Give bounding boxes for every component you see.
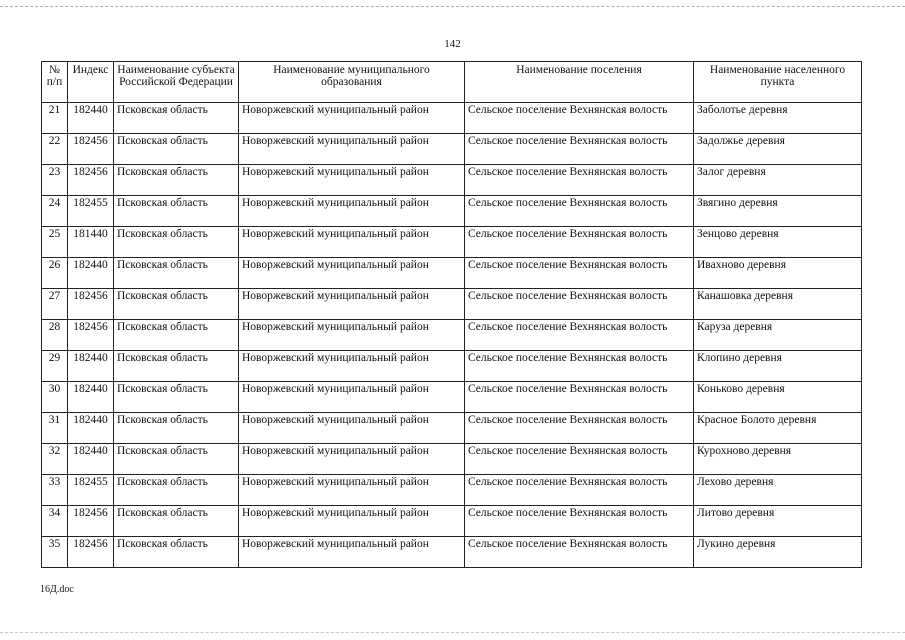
header-settlement: Наименование поселения	[465, 62, 694, 103]
header-locality: Наименование населенного пункта	[694, 62, 862, 103]
cell-settlement: Сельское поселение Вехнянская волость	[465, 134, 694, 165]
cell-settlement: Сельское поселение Вехнянская волость	[465, 320, 694, 351]
cell-locality: Канашовка деревня	[694, 289, 862, 320]
cell-num: 35	[42, 537, 68, 568]
cell-municipality: Новоржевский муниципальный район	[239, 227, 465, 258]
cell-municipality: Новоржевский муниципальный район	[239, 444, 465, 475]
cell-subject: Псковская область	[114, 134, 239, 165]
cell-num: 31	[42, 413, 68, 444]
cell-num: 23	[42, 165, 68, 196]
table-row	[42, 165, 862, 196]
cell-subject: Псковская область	[114, 227, 239, 258]
cell-subject: Псковская область	[114, 475, 239, 506]
cell-num: 29	[42, 351, 68, 382]
footer-file-name: 16Д.doc	[40, 584, 74, 595]
cell-municipality: Новоржевский муниципальный район	[239, 289, 465, 320]
cell-subject: Псковская область	[114, 289, 239, 320]
cell-locality: Звягино деревня	[694, 196, 862, 227]
cell-locality: Клопино деревня	[694, 351, 862, 382]
cell-municipality: Новоржевский муниципальный район	[239, 382, 465, 413]
cell-locality: Курохново деревня	[694, 444, 862, 475]
cell-index: 182455	[68, 196, 114, 227]
cell-settlement: Сельское поселение Вехнянская волость	[465, 413, 694, 444]
scan-artifact-top	[0, 6, 905, 7]
cell-num: 30	[42, 382, 68, 413]
cell-locality: Залог деревня	[694, 165, 862, 196]
cell-settlement: Сельское поселение Вехнянская волость	[465, 444, 694, 475]
cell-index: 182440	[68, 444, 114, 475]
cell-index: 182456	[68, 506, 114, 537]
table-row	[42, 227, 862, 258]
table-row	[42, 320, 862, 351]
cell-settlement: Сельское поселение Вехнянская волость	[465, 196, 694, 227]
header-municipality: Наименование муниципального образования	[239, 62, 465, 103]
cell-index: 182456	[68, 537, 114, 568]
cell-index: 182456	[68, 134, 114, 165]
table-row	[42, 506, 862, 537]
scan-artifact-bottom	[0, 632, 905, 633]
cell-num: 33	[42, 475, 68, 506]
cell-settlement: Сельское поселение Вехнянская волость	[465, 289, 694, 320]
cell-settlement: Сельское поселение Вехнянская волость	[465, 475, 694, 506]
table-header-row	[42, 62, 862, 103]
cell-locality: Заболотье деревня	[694, 103, 862, 134]
table-row	[42, 103, 862, 134]
cell-subject: Псковская область	[114, 165, 239, 196]
cell-locality: Лукино деревня	[694, 537, 862, 568]
cell-subject: Псковская область	[114, 258, 239, 289]
cell-subject: Псковская область	[114, 351, 239, 382]
cell-index: 182440	[68, 382, 114, 413]
table-row	[42, 444, 862, 475]
cell-municipality: Новоржевский муниципальный район	[239, 134, 465, 165]
table-row	[42, 382, 862, 413]
table-row	[42, 413, 862, 444]
cell-settlement: Сельское поселение Вехнянская волость	[465, 227, 694, 258]
table-row	[42, 258, 862, 289]
cell-num: 21	[42, 103, 68, 134]
table-row	[42, 289, 862, 320]
cell-num: 28	[42, 320, 68, 351]
cell-subject: Псковская область	[114, 444, 239, 475]
cell-locality: Красное Болото деревня	[694, 413, 862, 444]
table-row	[42, 196, 862, 227]
cell-municipality: Новоржевский муниципальный район	[239, 196, 465, 227]
cell-index: 182440	[68, 351, 114, 382]
cell-locality: Ивахново деревня	[694, 258, 862, 289]
cell-index: 181440	[68, 227, 114, 258]
cell-index: 182440	[68, 258, 114, 289]
cell-index: 182455	[68, 475, 114, 506]
cell-locality: Лехово деревня	[694, 475, 862, 506]
cell-municipality: Новоржевский муниципальный район	[239, 413, 465, 444]
cell-num: 25	[42, 227, 68, 258]
cell-settlement: Сельское поселение Вехнянская волость	[465, 165, 694, 196]
cell-index: 182440	[68, 103, 114, 134]
cell-municipality: Новоржевский муниципальный район	[239, 165, 465, 196]
cell-locality: Зенцово деревня	[694, 227, 862, 258]
cell-settlement: Сельское поселение Вехнянская волость	[465, 351, 694, 382]
cell-municipality: Новоржевский муниципальный район	[239, 537, 465, 568]
cell-subject: Псковская область	[114, 413, 239, 444]
cell-municipality: Новоржевский муниципальный район	[239, 351, 465, 382]
cell-index: 182456	[68, 165, 114, 196]
cell-settlement: Сельское поселение Вехнянская волость	[465, 506, 694, 537]
cell-settlement: Сельское поселение Вехнянская волость	[465, 258, 694, 289]
cell-num: 34	[42, 506, 68, 537]
cell-num: 32	[42, 444, 68, 475]
cell-subject: Псковская область	[114, 506, 239, 537]
cell-num: 26	[42, 258, 68, 289]
table-row	[42, 537, 862, 568]
header-subject: Наименование субъекта Российской Федерации	[114, 62, 239, 103]
cell-locality: Коньково деревня	[694, 382, 862, 413]
cell-num: 24	[42, 196, 68, 227]
cell-locality: Каруза деревня	[694, 320, 862, 351]
cell-municipality: Новоржевский муниципальный район	[239, 320, 465, 351]
cell-subject: Псковская область	[114, 320, 239, 351]
table-row	[42, 475, 862, 506]
cell-subject: Псковская область	[114, 196, 239, 227]
header-index: Индекс	[68, 62, 114, 103]
header-num: № п/п	[42, 62, 68, 103]
cell-subject: Псковская область	[114, 537, 239, 568]
cell-subject: Псковская область	[114, 382, 239, 413]
cell-municipality: Новоржевский муниципальный район	[239, 103, 465, 134]
cell-subject: Псковская область	[114, 103, 239, 134]
cell-index: 182456	[68, 289, 114, 320]
cell-municipality: Новоржевский муниципальный район	[239, 475, 465, 506]
cell-settlement: Сельское поселение Вехнянская волость	[465, 382, 694, 413]
cell-num: 27	[42, 289, 68, 320]
table-row	[42, 134, 862, 165]
cell-settlement: Сельское поселение Вехнянская волость	[465, 103, 694, 134]
cell-municipality: Новоржевский муниципальный район	[239, 258, 465, 289]
cell-index: 182440	[68, 413, 114, 444]
cell-municipality: Новоржевский муниципальный район	[239, 506, 465, 537]
table-row	[42, 351, 862, 382]
cell-locality: Литово деревня	[694, 506, 862, 537]
cell-settlement: Сельское поселение Вехнянская волость	[465, 537, 694, 568]
localities-table	[41, 61, 862, 568]
page-number: 142	[444, 38, 461, 50]
cell-locality: Задолжье деревня	[694, 134, 862, 165]
cell-index: 182456	[68, 320, 114, 351]
cell-num: 22	[42, 134, 68, 165]
